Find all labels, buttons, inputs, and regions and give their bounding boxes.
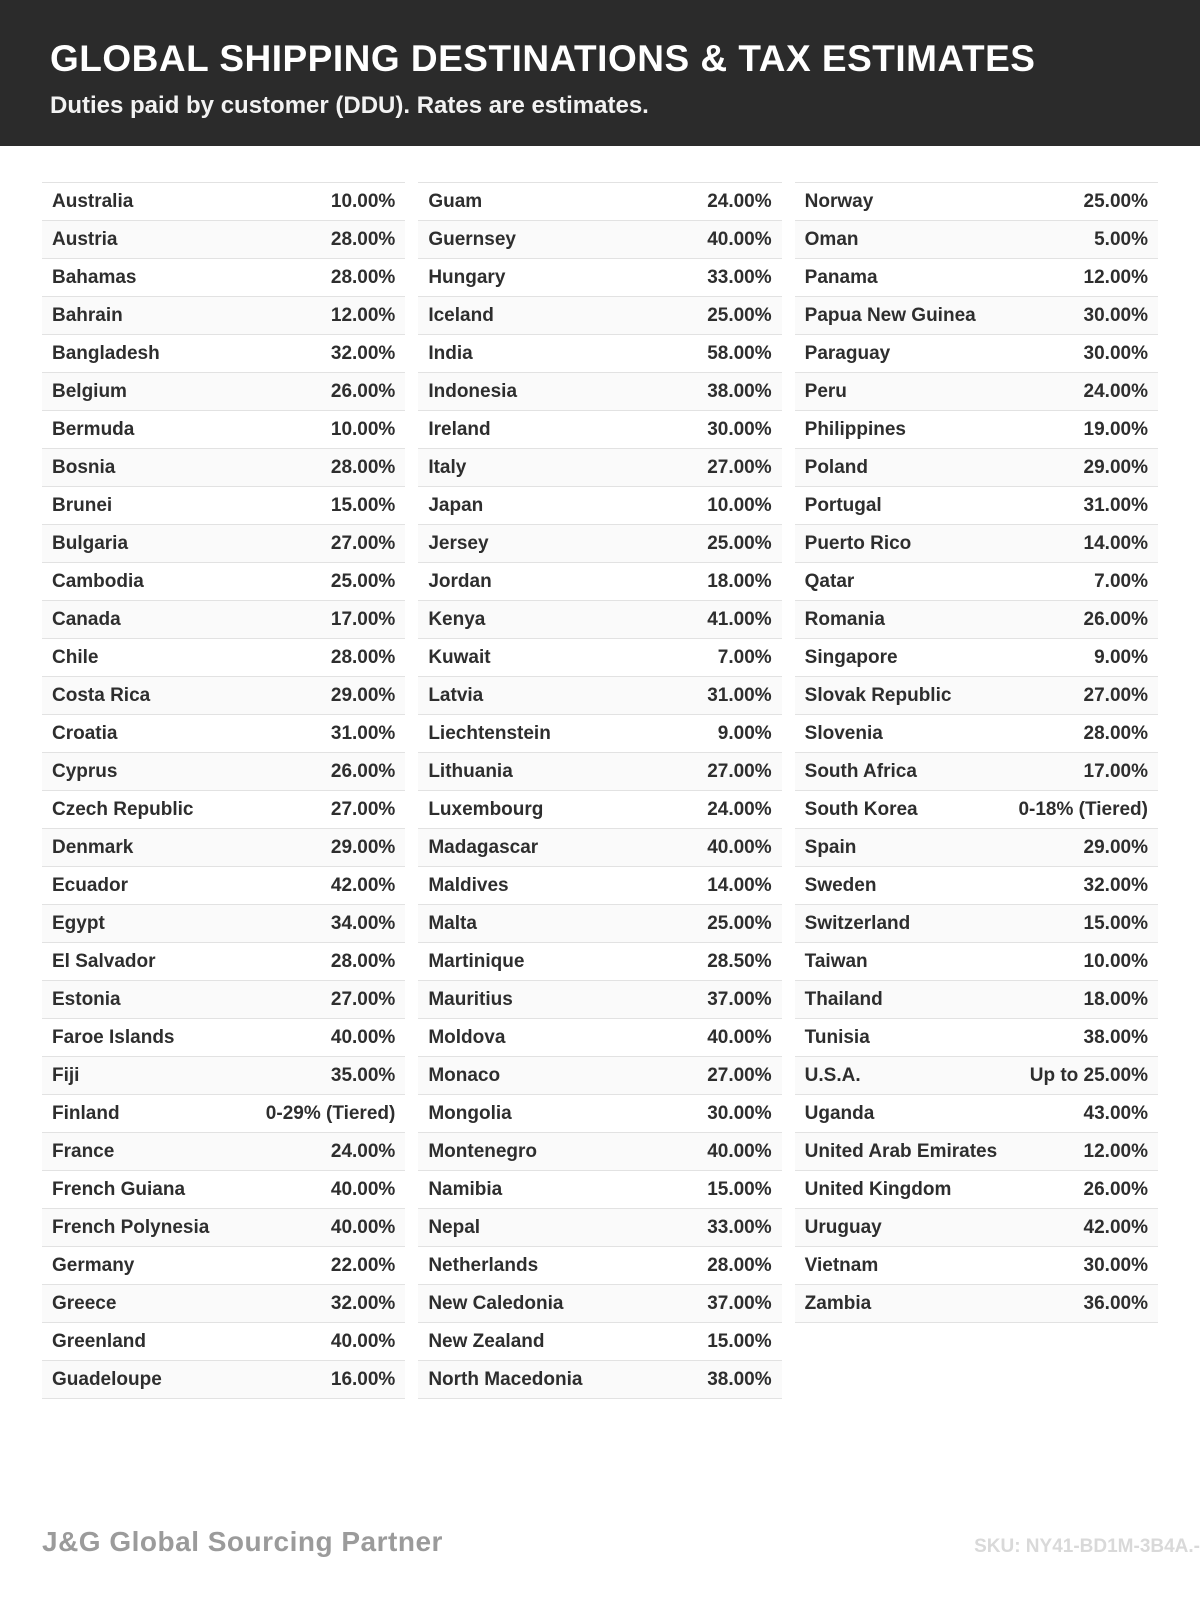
table-row	[795, 335, 1158, 373]
table-row	[795, 1209, 1158, 1247]
rate-value: 30.00%	[1083, 342, 1148, 364]
table-row	[795, 183, 1158, 221]
rate-value: 40.00%	[707, 1026, 772, 1048]
country-label: Luxembourg	[428, 798, 544, 820]
table-row	[42, 943, 405, 981]
rate-value: 25.00%	[707, 304, 772, 326]
table-row	[795, 259, 1158, 297]
rate-value: 32.00%	[330, 342, 396, 364]
country-label: Uganda	[804, 1102, 875, 1124]
rate-value: 5.00%	[1094, 228, 1148, 250]
rate-value: 40.00%	[330, 1216, 396, 1238]
table-row	[418, 1209, 781, 1247]
country-label: Taiwan	[804, 950, 868, 972]
rate-value: 40.00%	[330, 1178, 396, 1200]
rate-value: 29.00%	[330, 684, 396, 706]
table-row	[42, 335, 405, 373]
country-label: El Salvador	[52, 950, 156, 972]
rate-value: 16.00%	[330, 1368, 396, 1390]
rate-value: 25.00%	[707, 532, 772, 554]
page-header	[0, 0, 1200, 146]
country-label: Indonesia	[428, 380, 518, 402]
rate-value: 10.00%	[1083, 950, 1148, 972]
rate-value: 35.00%	[330, 1064, 396, 1086]
country-label: Guam	[428, 190, 483, 212]
table-row	[418, 601, 781, 639]
country-label: North Macedonia	[428, 1368, 583, 1390]
table-row	[42, 1057, 405, 1095]
country-label: Greece	[52, 1292, 117, 1314]
country-label: Italy	[428, 456, 467, 478]
country-label: Guernsey	[428, 228, 516, 250]
rate-value: 24.00%	[707, 798, 772, 820]
rate-value: 14.00%	[707, 874, 772, 896]
rate-value: 40.00%	[707, 836, 772, 858]
table-row	[42, 1209, 405, 1247]
country-label: Ireland	[428, 418, 491, 440]
rates-table	[0, 182, 1200, 1399]
country-label: Martinique	[428, 950, 525, 972]
table-row	[42, 715, 405, 753]
table-row	[418, 449, 781, 487]
table-row	[42, 791, 405, 829]
rate-value: 26.00%	[330, 380, 396, 402]
rate-value: Up to 25.00%	[1029, 1064, 1148, 1086]
rate-value: 29.00%	[1083, 836, 1148, 858]
country-label: Latvia	[428, 684, 484, 706]
rate-value: 7.00%	[1094, 570, 1148, 592]
country-label: Portugal	[804, 494, 882, 516]
table-row	[418, 677, 781, 715]
rate-value: 10.00%	[330, 418, 396, 440]
rate-value: 32.00%	[330, 1292, 396, 1314]
rate-value: 40.00%	[330, 1330, 396, 1352]
rate-value: 27.00%	[330, 988, 396, 1010]
country-label: Chile	[52, 646, 99, 668]
table-row	[795, 1057, 1158, 1095]
country-label: Bangladesh	[52, 342, 160, 364]
country-label: Faroe Islands	[52, 1026, 175, 1048]
rate-value: 38.00%	[1083, 1026, 1148, 1048]
rate-value: 33.00%	[707, 266, 772, 288]
country-label: Bulgaria	[52, 532, 129, 554]
table-row	[418, 183, 781, 221]
country-label: Norway	[804, 190, 874, 212]
table-row	[418, 1323, 781, 1361]
rate-value: 15.00%	[330, 494, 396, 516]
table-row	[42, 487, 405, 525]
country-label: Malta	[428, 912, 477, 934]
country-label: U.S.A.	[804, 1064, 861, 1086]
country-label: Slovenia	[804, 722, 883, 744]
table-row	[42, 297, 405, 335]
table-row	[418, 639, 781, 677]
rate-value: 26.00%	[1083, 1178, 1148, 1200]
page-footer	[0, 1526, 1200, 1558]
table-row	[418, 335, 781, 373]
rate-value: 12.00%	[330, 304, 396, 326]
rate-value: 29.00%	[1083, 456, 1148, 478]
rate-value: 33.00%	[707, 1216, 772, 1238]
table-row	[42, 1171, 405, 1209]
table-row	[42, 677, 405, 715]
country-label: Cambodia	[52, 570, 144, 592]
rate-value: 7.00%	[717, 646, 772, 668]
table-row	[418, 259, 781, 297]
country-label: Singapore	[804, 646, 898, 668]
rate-value: 0-18% (Tiered)	[1018, 798, 1148, 820]
rate-value: 36.00%	[1083, 1292, 1148, 1314]
country-label: South Korea	[804, 798, 918, 820]
country-label: Tunisia	[804, 1026, 870, 1048]
table-row	[42, 1095, 405, 1133]
rate-value: 28.00%	[330, 646, 396, 668]
rate-value: 30.00%	[707, 1102, 772, 1124]
rate-value: 34.00%	[330, 912, 396, 934]
country-label: Slovak Republic	[804, 684, 952, 706]
country-label: Kenya	[428, 608, 486, 630]
table-row	[418, 981, 781, 1019]
rate-value: 31.00%	[1083, 494, 1148, 516]
rate-value: 26.00%	[1083, 608, 1148, 630]
country-label: Montenegro	[428, 1140, 538, 1162]
rate-value: 38.00%	[707, 1368, 772, 1390]
rate-value: 30.00%	[1083, 304, 1148, 326]
rate-value: 30.00%	[707, 418, 772, 440]
rate-value: 24.00%	[1083, 380, 1148, 402]
table-row	[795, 867, 1158, 905]
country-label: Croatia	[52, 722, 118, 744]
country-label: Kuwait	[428, 646, 491, 668]
rate-value: 0-29% (Tiered)	[265, 1102, 396, 1124]
country-label: French Polynesia	[52, 1216, 210, 1238]
table-row	[795, 905, 1158, 943]
country-label: Belgium	[52, 380, 127, 402]
brand-label: J&G Global Sourcing Partner	[42, 1526, 443, 1557]
table-row	[42, 639, 405, 677]
country-label: United Kingdom	[804, 1178, 952, 1200]
table-row	[418, 905, 781, 943]
country-label: Finland	[52, 1102, 120, 1124]
table-row	[42, 1247, 405, 1285]
table-row	[795, 221, 1158, 259]
country-label: Zambia	[804, 1292, 872, 1314]
table-row	[795, 791, 1158, 829]
country-label: Nepal	[428, 1216, 481, 1238]
sku-label: SKU: NY41-BD1M-3B4A.-	[974, 1536, 1200, 1557]
country-label: Ecuador	[52, 874, 129, 896]
rate-value: 42.00%	[330, 874, 396, 896]
rate-value: 15.00%	[1083, 912, 1148, 934]
table-row	[795, 1133, 1158, 1171]
country-label: Hungary	[428, 266, 506, 288]
country-label: Paraguay	[804, 342, 891, 364]
rate-value: 28.00%	[330, 266, 396, 288]
country-label: New Zealand	[428, 1330, 545, 1352]
table-row	[42, 601, 405, 639]
table-row	[795, 449, 1158, 487]
country-label: Monaco	[428, 1064, 501, 1086]
table-row	[795, 563, 1158, 601]
rate-value: 37.00%	[707, 1292, 772, 1314]
country-label: Egypt	[52, 912, 105, 934]
table-row	[795, 981, 1158, 1019]
country-label: Jersey	[428, 532, 489, 554]
table-row	[42, 1285, 405, 1323]
rate-value: 18.00%	[1083, 988, 1148, 1010]
country-label: Panama	[804, 266, 878, 288]
table-row	[418, 373, 781, 411]
rate-value: 41.00%	[707, 608, 772, 630]
table-row	[418, 1019, 781, 1057]
rate-value: 40.00%	[707, 228, 772, 250]
country-label: French Guiana	[52, 1178, 186, 1200]
rates-column-3	[795, 182, 1158, 1399]
table-row	[42, 1133, 405, 1171]
rate-value: 40.00%	[330, 1026, 396, 1048]
rate-value: 28.00%	[1083, 722, 1148, 744]
country-label: Cyprus	[52, 760, 118, 782]
country-label: Puerto Rico	[804, 532, 912, 554]
country-label: Jordan	[428, 570, 492, 592]
rate-value: 25.00%	[707, 912, 772, 934]
rate-value: 15.00%	[707, 1330, 772, 1352]
country-label: Philippines	[804, 418, 907, 440]
country-label: Japan	[428, 494, 484, 516]
table-row	[42, 867, 405, 905]
country-label: Czech Republic	[52, 798, 194, 820]
table-row	[418, 1171, 781, 1209]
rate-value: 27.00%	[707, 456, 772, 478]
rate-value: 10.00%	[707, 494, 772, 516]
table-row	[418, 753, 781, 791]
table-row	[795, 1285, 1158, 1323]
table-row	[42, 905, 405, 943]
table-row	[42, 259, 405, 297]
table-row	[795, 753, 1158, 791]
country-label: Papua New Guinea	[804, 304, 976, 326]
table-row	[795, 1019, 1158, 1057]
rate-value: 17.00%	[1083, 760, 1148, 782]
country-label: Lithuania	[428, 760, 513, 782]
country-label: Brunei	[52, 494, 113, 516]
country-label: Uruguay	[804, 1216, 882, 1238]
table-row	[795, 411, 1158, 449]
rate-value: 27.00%	[330, 798, 396, 820]
rate-value: 10.00%	[330, 190, 396, 212]
page-title: GLOBAL SHIPPING DESTINATIONS & TAX ESTIMATES	[50, 38, 1036, 79]
rate-value: 42.00%	[1083, 1216, 1148, 1238]
country-label: Costa Rica	[52, 684, 151, 706]
table-row	[418, 525, 781, 563]
rate-value: 25.00%	[1083, 190, 1148, 212]
rate-value: 28.00%	[330, 456, 396, 478]
rate-value: 12.00%	[1083, 1140, 1148, 1162]
table-row	[418, 297, 781, 335]
rate-value: 31.00%	[330, 722, 396, 744]
rate-value: 17.00%	[330, 608, 396, 630]
country-label: Thailand	[804, 988, 883, 1010]
table-row	[42, 183, 405, 221]
table-row	[795, 715, 1158, 753]
country-label: Netherlands	[428, 1254, 539, 1276]
country-label: Bermuda	[52, 418, 135, 440]
rate-value: 28.50%	[707, 950, 772, 972]
country-label: Oman	[804, 228, 859, 250]
table-row	[795, 1247, 1158, 1285]
rate-value: 15.00%	[707, 1178, 772, 1200]
country-label: Fiji	[52, 1064, 80, 1086]
rate-value: 27.00%	[707, 1064, 772, 1086]
page-subtitle: Duties paid by customer (DDU). Rates are estimates.	[50, 92, 649, 119]
country-label: Romania	[804, 608, 885, 630]
rate-value: 43.00%	[1083, 1102, 1148, 1124]
table-row	[795, 1171, 1158, 1209]
country-label: Maldives	[428, 874, 509, 896]
country-label: Denmark	[52, 836, 134, 858]
rate-value: 28.00%	[330, 950, 396, 972]
table-row	[795, 525, 1158, 563]
table-row	[795, 601, 1158, 639]
table-row	[795, 943, 1158, 981]
country-label: Bahamas	[52, 266, 137, 288]
country-label: Switzerland	[804, 912, 911, 934]
country-label: Estonia	[52, 988, 121, 1010]
rate-value: 31.00%	[707, 684, 772, 706]
rate-value: 58.00%	[707, 342, 772, 364]
rate-value: 14.00%	[1083, 532, 1148, 554]
table-row	[42, 563, 405, 601]
country-label: Greenland	[52, 1330, 146, 1352]
table-row	[42, 525, 405, 563]
table-row	[42, 753, 405, 791]
table-row	[418, 715, 781, 753]
rate-value: 25.00%	[330, 570, 396, 592]
table-row	[795, 487, 1158, 525]
country-label: Bosnia	[52, 456, 116, 478]
table-row	[795, 373, 1158, 411]
rate-value: 18.00%	[707, 570, 772, 592]
table-row	[42, 829, 405, 867]
rate-value: 38.00%	[707, 380, 772, 402]
country-label: Madagascar	[428, 836, 539, 858]
country-label: Sweden	[804, 874, 877, 896]
country-label: United Arab Emirates	[804, 1140, 998, 1162]
table-row	[418, 1285, 781, 1323]
table-row	[418, 829, 781, 867]
table-row	[795, 297, 1158, 335]
country-label: Vietnam	[804, 1254, 879, 1276]
table-row	[418, 563, 781, 601]
rate-value: 19.00%	[1083, 418, 1148, 440]
rate-value: 32.00%	[1083, 874, 1148, 896]
country-label: France	[52, 1140, 115, 1162]
table-row	[418, 1133, 781, 1171]
country-label: Spain	[804, 836, 857, 858]
table-row	[42, 411, 405, 449]
table-row	[418, 411, 781, 449]
rate-value: 27.00%	[707, 760, 772, 782]
table-row	[42, 373, 405, 411]
country-label: Qatar	[804, 570, 855, 592]
rate-value: 24.00%	[707, 190, 772, 212]
table-row	[418, 867, 781, 905]
rate-value: 9.00%	[717, 722, 772, 744]
rate-value: 12.00%	[1083, 266, 1148, 288]
rate-value: 28.00%	[330, 228, 396, 250]
rate-value: 22.00%	[330, 1254, 396, 1276]
rate-value: 28.00%	[707, 1254, 772, 1276]
country-label: Peru	[804, 380, 847, 402]
country-label: India	[428, 342, 473, 364]
rate-value: 9.00%	[1094, 646, 1148, 668]
table-row	[418, 1057, 781, 1095]
table-row	[418, 221, 781, 259]
country-label: Mauritius	[428, 988, 513, 1010]
table-row	[418, 1361, 781, 1399]
country-label: Iceland	[428, 304, 494, 326]
rate-value: 29.00%	[330, 836, 396, 858]
table-row	[418, 487, 781, 525]
rate-value: 30.00%	[1083, 1254, 1148, 1276]
country-label: South Africa	[804, 760, 917, 782]
country-label: Austria	[52, 228, 118, 250]
country-label: New Caledonia	[428, 1292, 564, 1314]
table-row	[418, 791, 781, 829]
table-row	[795, 677, 1158, 715]
table-row	[42, 1019, 405, 1057]
rates-column-2	[418, 182, 781, 1399]
table-row	[795, 1095, 1158, 1133]
table-row	[42, 981, 405, 1019]
country-label: Liechtenstein	[428, 722, 551, 744]
country-label: Australia	[52, 190, 134, 212]
table-row	[418, 1247, 781, 1285]
rate-value: 27.00%	[1083, 684, 1148, 706]
country-label: Poland	[804, 456, 868, 478]
table-row	[418, 1095, 781, 1133]
rate-value: 37.00%	[707, 988, 772, 1010]
rates-column-1	[42, 182, 405, 1399]
table-row	[42, 1361, 405, 1399]
country-label: Namibia	[428, 1178, 503, 1200]
table-row	[418, 943, 781, 981]
country-label: Mongolia	[428, 1102, 512, 1124]
table-row	[42, 1323, 405, 1361]
table-row	[795, 639, 1158, 677]
table-row	[795, 829, 1158, 867]
country-label: Canada	[52, 608, 121, 630]
country-label: Guadeloupe	[52, 1368, 162, 1390]
country-label: Moldova	[428, 1026, 506, 1048]
table-row	[42, 221, 405, 259]
country-label: Germany	[52, 1254, 135, 1276]
rate-value: 26.00%	[330, 760, 396, 782]
rate-value: 40.00%	[707, 1140, 772, 1162]
table-row	[42, 449, 405, 487]
rate-value: 27.00%	[330, 532, 396, 554]
country-label: Bahrain	[52, 304, 123, 326]
rate-value: 24.00%	[330, 1140, 396, 1162]
